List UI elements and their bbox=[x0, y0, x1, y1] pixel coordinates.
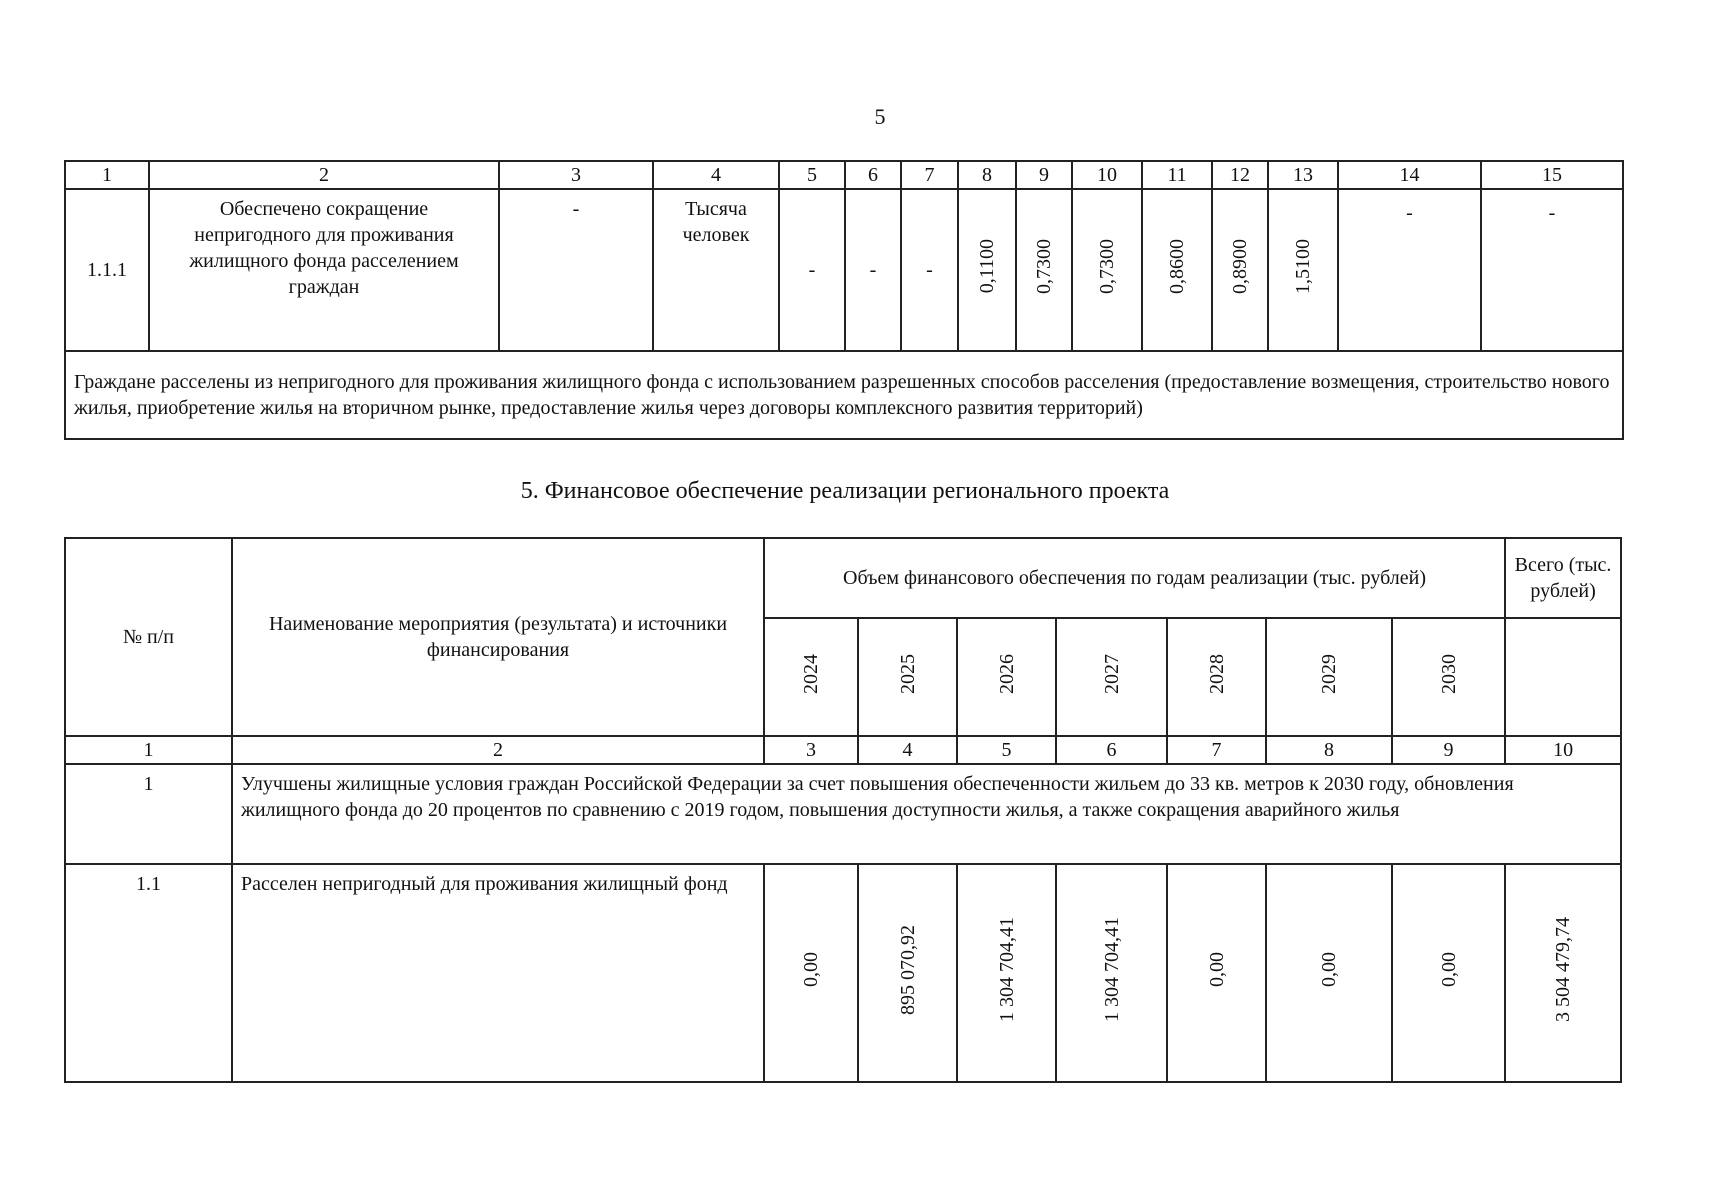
column-number: 4 bbox=[858, 736, 957, 764]
column-number: 1 bbox=[65, 736, 232, 764]
column-number: 10 bbox=[1072, 161, 1142, 189]
column-number: 9 bbox=[1392, 736, 1505, 764]
indicator-row bbox=[65, 189, 1623, 351]
amount-text: 895 070,92 bbox=[896, 924, 919, 1015]
column-number: 3 bbox=[499, 161, 653, 189]
column-number: 3 bbox=[764, 736, 858, 764]
value-cell bbox=[958, 189, 1016, 351]
amount-cell bbox=[764, 864, 858, 1082]
column-number: 5 bbox=[957, 736, 1056, 764]
amount-text: 0,00 bbox=[1205, 952, 1228, 987]
header-name: Наименование мероприятия (результата) и источники финансирования bbox=[232, 538, 764, 736]
value-cell bbox=[1142, 189, 1212, 351]
value-text: 0,8600 bbox=[1166, 239, 1188, 294]
total-text: 3 504 479,74 bbox=[1552, 917, 1575, 1022]
year-text: 2027 bbox=[1100, 653, 1123, 694]
column-number: 5 bbox=[779, 161, 845, 189]
amount-cell bbox=[858, 864, 957, 1082]
value-text: 0,7300 bbox=[1033, 239, 1055, 294]
year-cell bbox=[1167, 618, 1266, 736]
value-text: 1,5100 bbox=[1292, 239, 1314, 294]
value-cell bbox=[1268, 189, 1338, 351]
result-name: Расселен непригодный для проживания жилищный фонд bbox=[232, 864, 764, 1082]
amount-text: 1 304 704,41 bbox=[1100, 917, 1123, 1022]
cell-col7: - bbox=[901, 189, 958, 351]
indicator-note: Граждане расселены из непригодного для проживания жилищного фонда с использованием разрешенных способов расселения (предоставление возмещения, строительство нового жилья, приобретение жилья на вторичном рынке, предоставление жилья через договоры комплексного развития территорий) bbox=[65, 351, 1623, 439]
value-cell bbox=[1212, 189, 1268, 351]
amount-text: 1 304 704,41 bbox=[995, 917, 1018, 1022]
year-text: 2024 bbox=[800, 653, 822, 694]
cell-col14: - bbox=[1338, 189, 1481, 351]
value-text: 0,8900 bbox=[1229, 239, 1251, 294]
column-number: 10 bbox=[1505, 736, 1621, 764]
column-number: 14 bbox=[1338, 161, 1481, 189]
row-num: 1 bbox=[65, 764, 232, 864]
goal-row bbox=[65, 764, 1621, 864]
column-number: 13 bbox=[1268, 161, 1338, 189]
total-empty-cell bbox=[1505, 618, 1621, 736]
column-number: 6 bbox=[845, 161, 901, 189]
column-numbers-row bbox=[65, 736, 1621, 764]
column-number: 7 bbox=[1167, 736, 1266, 764]
amount-text: 0,00 bbox=[800, 952, 822, 987]
note-row bbox=[65, 351, 1623, 439]
year-text: 2026 bbox=[995, 653, 1018, 694]
amount-cell bbox=[1167, 864, 1266, 1082]
column-number: 2 bbox=[232, 736, 764, 764]
column-number: 4 bbox=[653, 161, 779, 189]
value-cell bbox=[1016, 189, 1072, 351]
column-number: 15 bbox=[1481, 161, 1623, 189]
column-numbers-row bbox=[65, 161, 1623, 189]
result-row bbox=[65, 864, 1621, 1082]
cell-col6: - bbox=[845, 189, 901, 351]
page-number: 5 bbox=[874, 104, 886, 129]
amount-cell bbox=[1266, 864, 1392, 1082]
row-code: 1.1.1 bbox=[65, 189, 149, 351]
column-number: 7 bbox=[901, 161, 958, 189]
year-cell bbox=[1266, 618, 1392, 736]
amount-cell bbox=[1056, 864, 1167, 1082]
section-title: 5. Финансовое обеспечение реализации регионального проекта bbox=[520, 478, 1170, 504]
value-text: 0,7300 bbox=[1096, 239, 1118, 294]
column-number: 11 bbox=[1142, 161, 1212, 189]
unit-cell: Тысяча человек bbox=[653, 189, 779, 351]
value-text: 0,1100 bbox=[976, 239, 998, 294]
year-text: 2028 bbox=[1205, 653, 1228, 694]
column-number: 1 bbox=[65, 161, 149, 189]
row-num: 1.1 bbox=[65, 864, 232, 1082]
finance-table bbox=[64, 537, 1622, 1083]
column-number: 12 bbox=[1212, 161, 1268, 189]
year-cell bbox=[957, 618, 1056, 736]
year-text: 2030 bbox=[1437, 653, 1460, 694]
indicator-name: Обеспечено сокращение непригодного для проживания жилищного фонда расселением граждан bbox=[149, 189, 499, 351]
column-number: 9 bbox=[1016, 161, 1072, 189]
year-cell bbox=[1056, 618, 1167, 736]
header-volume: Объем финансового обеспечения по годам реализации (тыс. рублей) bbox=[764, 538, 1505, 618]
year-text: 2025 bbox=[896, 653, 919, 694]
amount-text: 0,00 bbox=[1318, 952, 1340, 987]
header-total: Всего (тыс. рублей) bbox=[1505, 538, 1621, 618]
amount-cell bbox=[1392, 864, 1505, 1082]
cell-col3: - bbox=[499, 189, 653, 351]
cell-col5: - bbox=[779, 189, 845, 351]
amount-text: 0,00 bbox=[1437, 952, 1460, 987]
column-number: 6 bbox=[1056, 736, 1167, 764]
amount-cell bbox=[957, 864, 1056, 1082]
header-num: № п/п bbox=[65, 538, 232, 736]
year-cell bbox=[764, 618, 858, 736]
total-cell bbox=[1505, 864, 1621, 1082]
column-number: 2 bbox=[149, 161, 499, 189]
cell-col15: - bbox=[1481, 189, 1623, 351]
goal-text: Улучшены жилищные условия граждан Российской Федерации за счет повышения обеспеченности жильем до 33 кв. метров к 2030 году, обновления жилищного фонда до 20 процентов по сравнению с 2019 годом, повышения доступности жилья, а также сокращения аварийного жилья bbox=[232, 764, 1621, 864]
column-number: 8 bbox=[1266, 736, 1392, 764]
year-cell bbox=[858, 618, 957, 736]
header-row bbox=[65, 538, 1621, 618]
column-number: 8 bbox=[958, 161, 1016, 189]
value-cell bbox=[1072, 189, 1142, 351]
year-text: 2029 bbox=[1318, 653, 1340, 694]
indicators-table bbox=[64, 160, 1624, 440]
year-cell bbox=[1392, 618, 1505, 736]
